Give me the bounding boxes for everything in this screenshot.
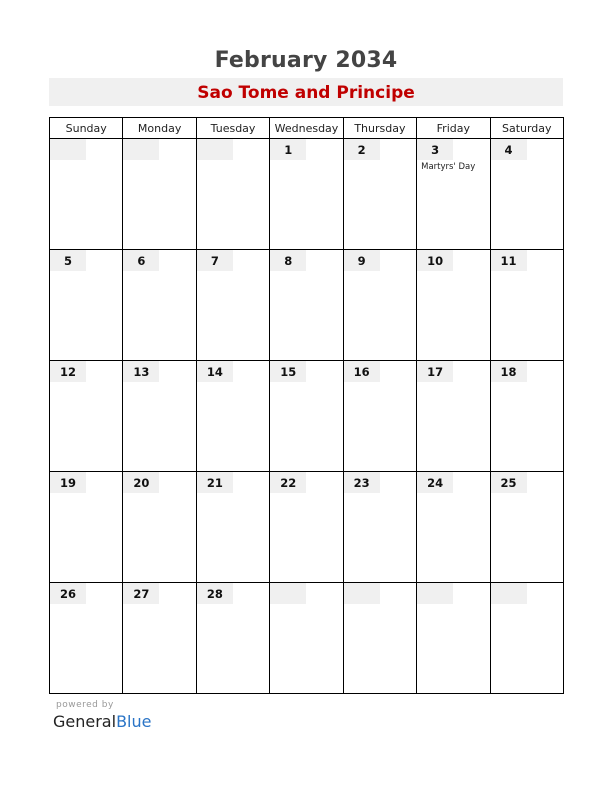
day-number: 24 <box>417 472 453 493</box>
day-number: 18 <box>491 361 527 382</box>
day-cell <box>196 472 269 583</box>
day-number: 22 <box>270 472 306 493</box>
day-cell <box>123 583 196 694</box>
empty-day-box <box>50 139 86 160</box>
day-number: 28 <box>197 583 233 604</box>
day-cell <box>490 472 563 583</box>
empty-day-box <box>344 583 380 604</box>
weekday-wednesday: Wednesday <box>270 118 343 139</box>
day-cell <box>196 583 269 694</box>
day-cell <box>490 583 563 694</box>
day-cell <box>50 361 123 472</box>
day-number: 27 <box>123 583 159 604</box>
weekday-saturday: Saturday <box>490 118 563 139</box>
country-name: Sao Tome and Principe <box>197 83 415 103</box>
day-number: 21 <box>197 472 233 493</box>
weekday-header-row <box>50 118 564 139</box>
empty-day-box <box>417 583 453 604</box>
day-number: 19 <box>50 472 86 493</box>
day-cell <box>50 250 123 361</box>
day-cell <box>343 361 416 472</box>
weekday-tuesday: Tuesday <box>196 118 269 139</box>
day-cell <box>270 250 343 361</box>
day-cell <box>196 250 269 361</box>
day-cell <box>123 361 196 472</box>
day-cell <box>196 361 269 472</box>
weekday-thursday: Thursday <box>343 118 416 139</box>
day-cell <box>270 583 343 694</box>
day-cell <box>490 139 563 250</box>
day-cell <box>50 472 123 583</box>
week-row <box>50 472 564 583</box>
day-number: 12 <box>50 361 86 382</box>
day-number: 3 <box>417 139 453 160</box>
day-cell <box>343 139 416 250</box>
day-cell <box>417 250 490 361</box>
day-cell <box>417 472 490 583</box>
day-cell <box>417 361 490 472</box>
day-number: 14 <box>197 361 233 382</box>
powered-by-label: powered by <box>56 700 114 710</box>
day-cell <box>270 139 343 250</box>
day-cell <box>196 139 269 250</box>
country-banner <box>49 78 563 106</box>
week-row <box>50 139 564 250</box>
weekday-monday: Monday <box>123 118 196 139</box>
weekday-sunday: Sunday <box>50 118 123 139</box>
day-cell <box>417 583 490 694</box>
day-number: 11 <box>491 250 527 271</box>
day-number: 20 <box>123 472 159 493</box>
day-number: 7 <box>197 250 233 271</box>
week-row <box>50 583 564 694</box>
day-cell <box>343 250 416 361</box>
day-number: 13 <box>123 361 159 382</box>
calendar-body <box>50 139 564 694</box>
empty-day-box <box>270 583 306 604</box>
week-row <box>50 361 564 472</box>
day-number: 17 <box>417 361 453 382</box>
brand-blue: Blue <box>116 712 152 731</box>
brand-logo <box>53 712 151 731</box>
day-cell <box>50 583 123 694</box>
calendar-grid <box>49 117 564 694</box>
day-number: 1 <box>270 139 306 160</box>
day-cell <box>343 583 416 694</box>
day-cell <box>123 250 196 361</box>
day-number: 8 <box>270 250 306 271</box>
day-cell <box>490 361 563 472</box>
day-number: 16 <box>344 361 380 382</box>
day-number: 2 <box>344 139 380 160</box>
day-number: 23 <box>344 472 380 493</box>
day-cell <box>343 472 416 583</box>
empty-day-box <box>123 139 159 160</box>
empty-day-box <box>491 583 527 604</box>
empty-day-box <box>197 139 233 160</box>
day-cell <box>490 250 563 361</box>
holiday-event: Martyrs' Day <box>421 162 476 172</box>
day-cell <box>417 139 490 250</box>
day-number: 4 <box>491 139 527 160</box>
day-number: 10 <box>417 250 453 271</box>
day-cell <box>270 361 343 472</box>
brand-general: General <box>53 712 117 731</box>
day-number: 25 <box>491 472 527 493</box>
day-cell <box>50 139 123 250</box>
day-number: 5 <box>50 250 86 271</box>
day-number: 6 <box>123 250 159 271</box>
day-number: 26 <box>50 583 86 604</box>
calendar-title: February 2034 <box>214 48 398 73</box>
day-number: 15 <box>270 361 306 382</box>
day-number: 9 <box>344 250 380 271</box>
day-cell <box>123 472 196 583</box>
day-cell <box>270 472 343 583</box>
weekday-friday: Friday <box>417 118 490 139</box>
day-cell <box>123 139 196 250</box>
week-row <box>50 250 564 361</box>
